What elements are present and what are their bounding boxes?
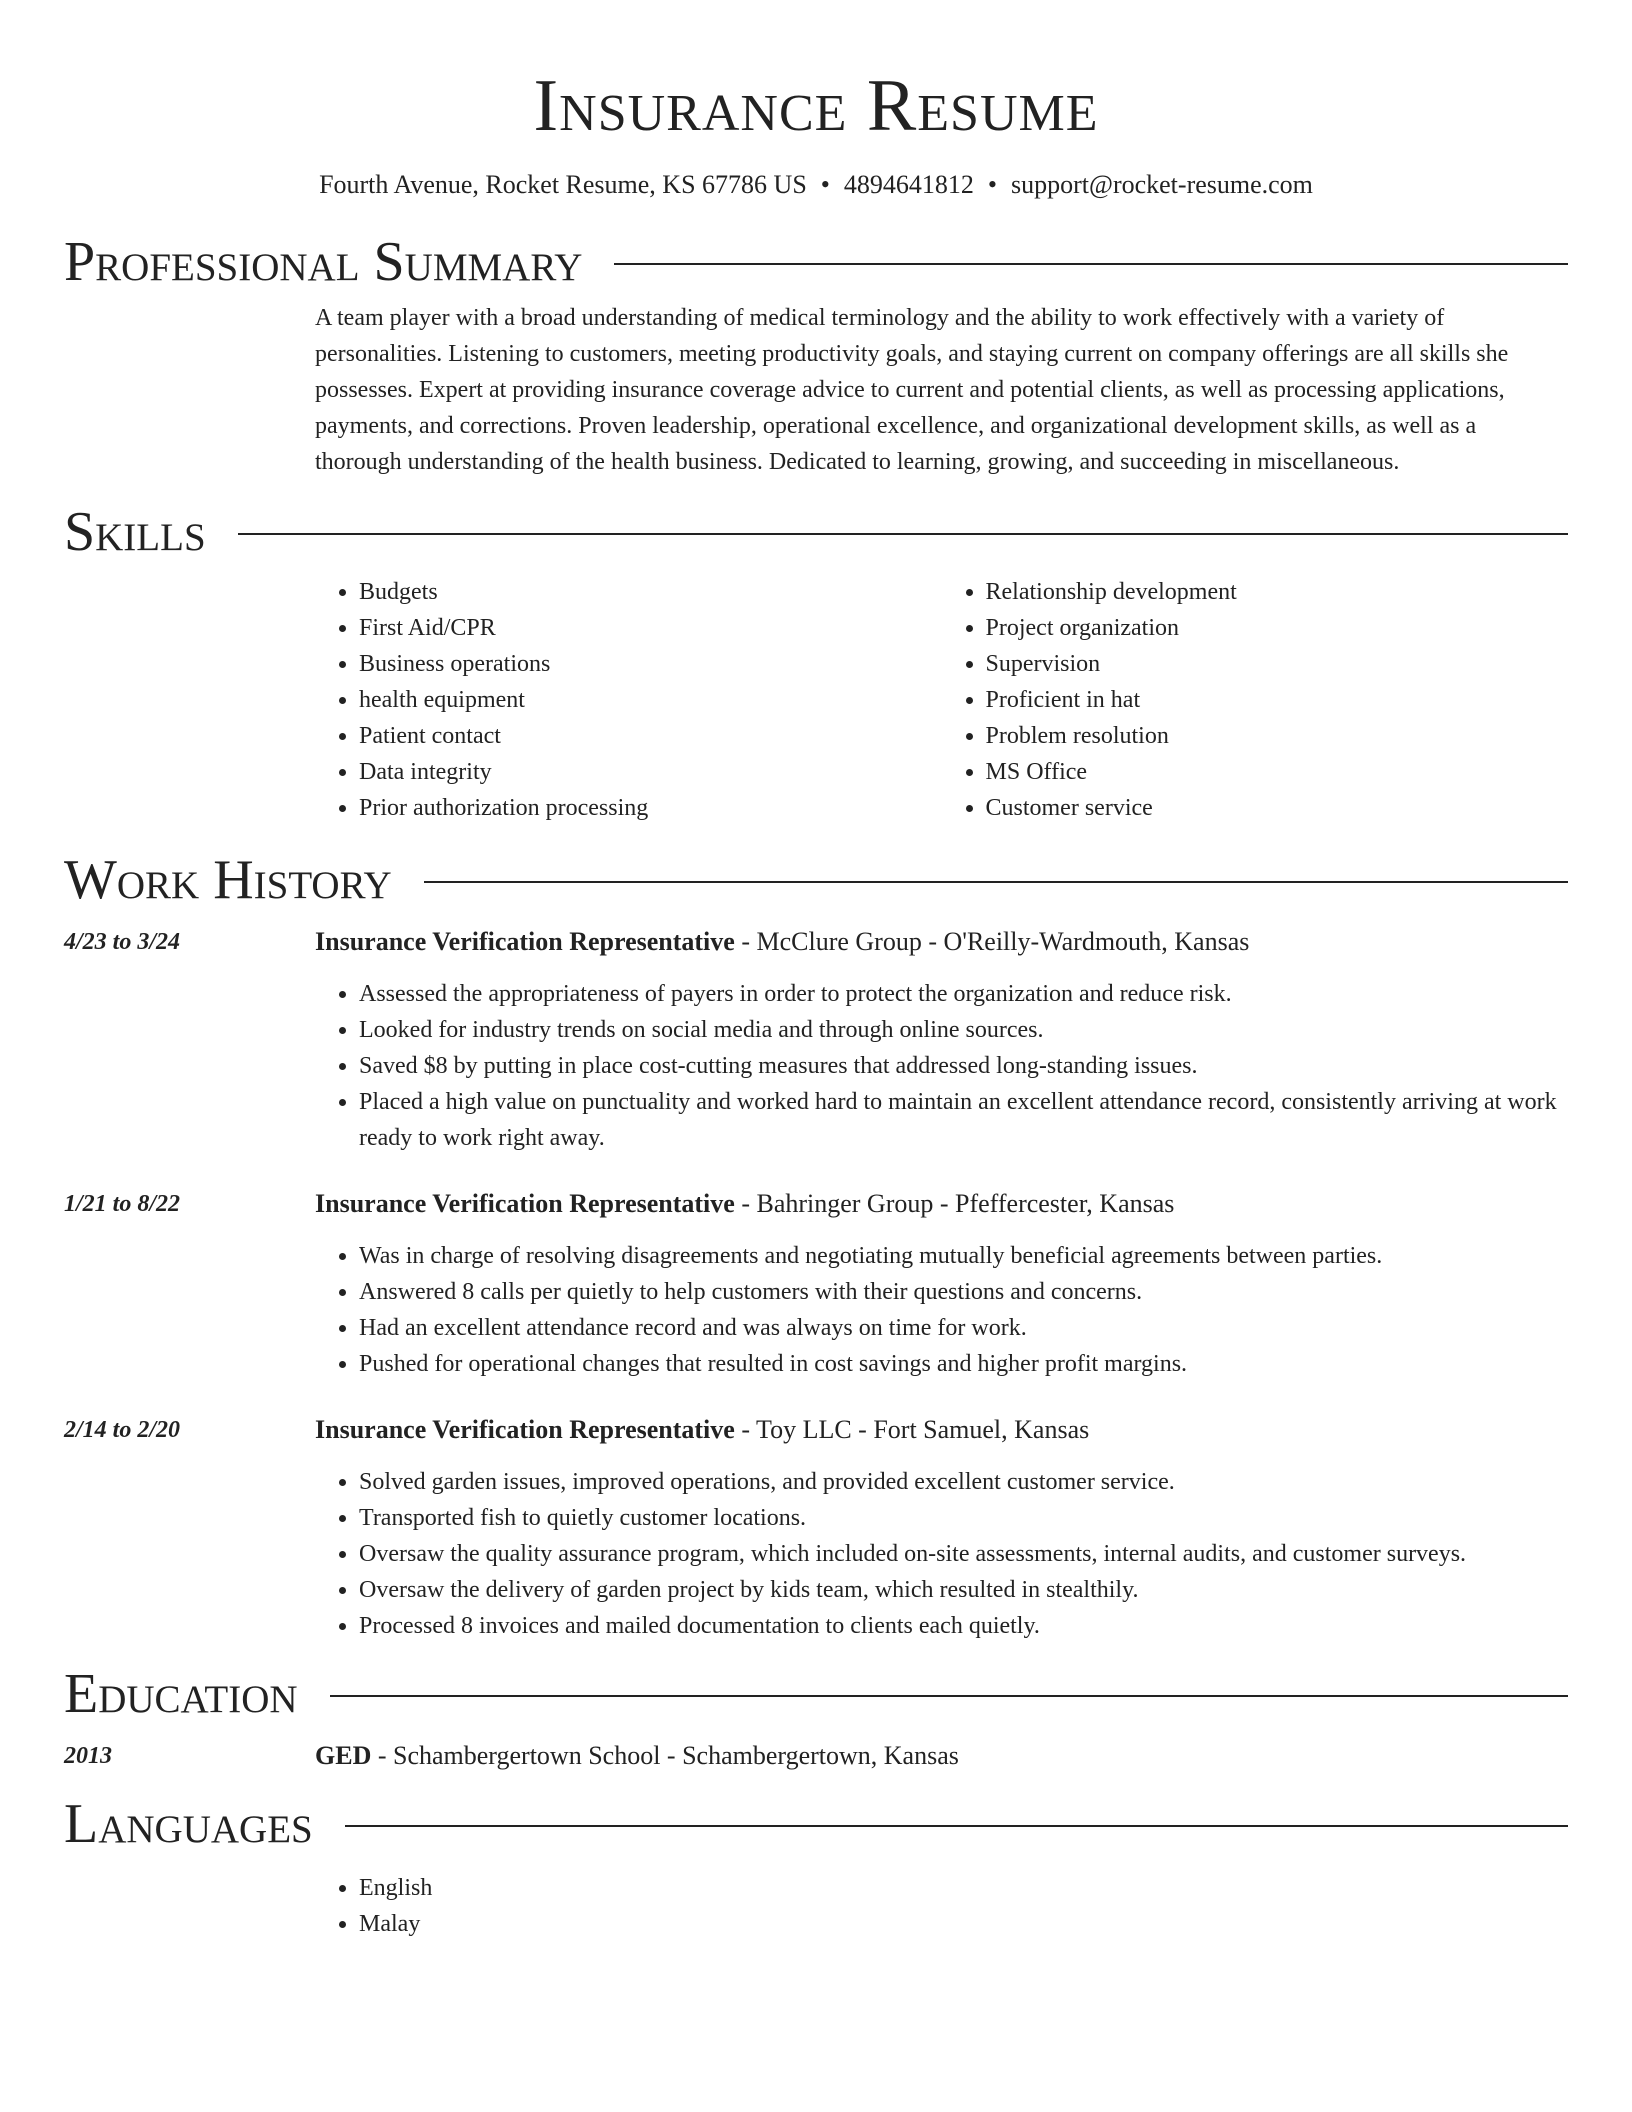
job-entry	[64, 924, 1568, 1156]
contact-address: Fourth Avenue, Rocket Resume, KS 67786 US	[319, 170, 807, 199]
skill-item: • health equipment	[359, 682, 942, 718]
job-title: Insurance Verification Representative	[315, 1415, 735, 1444]
education-school: - Schambergertown School - Schambergertown, Kansas	[371, 1741, 959, 1770]
summary-text: A team player with a broad understanding of medical terminology and the ability to work effectively with a variety of personalities. Listening to customers, meeting productivity goals, and staying current on company offerings are all skills she possesses. Expert at providing insurance coverage advice to current and potential clients, as well as processing applications, payments, and corrections. Proven leadership, operational excellence, and organizational development skills, as well as a thorough understanding of the health business. Dedicated to learning, growing, and succeeding in miscellaneous.	[315, 305, 1509, 475]
job-bullet: • Saved $8 by putting in place cost-cutting measures that addressed long-standing issues.	[359, 1048, 1568, 1084]
job-employer: - Bahringer Group - Pfeffercester, Kansas	[734, 1189, 1175, 1218]
resume-title: Insurance Resume	[533, 65, 1099, 147]
job-bullet: • Solved garden issues, improved operations, and provided excellent customer service.	[359, 1464, 1568, 1500]
language-item: • English	[359, 1870, 1568, 1906]
skills-column-left	[315, 574, 942, 826]
job-details	[315, 1412, 1568, 1644]
education-section-header	[64, 1662, 1568, 1726]
summary-section	[315, 300, 1568, 480]
job-bullet: • Processed 8 invoices and mailed documentation to clients each quietly.	[359, 1608, 1568, 1644]
job-bullet: • Pushed for operational changes that resulted in cost savings and higher profit margins.	[359, 1346, 1568, 1382]
work-heading: Work History	[64, 849, 392, 911]
contact-separator: •	[987, 170, 997, 199]
skill-item: • Prior authorization processing	[359, 790, 942, 826]
job-title: Insurance Verification Representative	[315, 1189, 735, 1218]
skill-item: • First Aid/CPR	[359, 610, 942, 646]
skill-item: • Problem resolution	[986, 718, 1569, 754]
skill-item: • Relationship development	[986, 574, 1569, 610]
summary-heading: Professional Summary	[64, 231, 583, 293]
contact-separator: •	[820, 170, 830, 199]
skills-column-right	[942, 574, 1569, 826]
job-dates: 4/23 to 3/24	[64, 929, 181, 955]
contact-phone: 4894641812	[843, 170, 974, 199]
job-dates: 2/14 to 2/20	[64, 1417, 181, 1443]
skill-item: • Patient contact	[359, 718, 942, 754]
skill-item: • Supervision	[986, 646, 1569, 682]
contact-line	[64, 168, 1568, 202]
job-bullet: • Looked for industry trends on social media and through online sources.	[359, 1012, 1568, 1048]
education-degree: GED	[315, 1741, 372, 1770]
job-bullet: • Placed a high value on punctuality and worked hard to maintain an excellent attendance record, consistently arriving at work ready to work right away.	[359, 1084, 1568, 1156]
job-title-line	[315, 1186, 1568, 1222]
job-title: Insurance Verification Representative	[315, 927, 735, 956]
job-entry	[64, 1186, 1568, 1382]
contact-email: support@rocket-resume.com	[1011, 170, 1313, 199]
skills-list	[315, 574, 1568, 826]
skill-item: • Proficient in hat	[986, 682, 1569, 718]
job-bullet: • Had an excellent attendance record and was always on time for work.	[359, 1310, 1568, 1346]
summary-section-header	[64, 230, 1568, 294]
section-divider	[424, 881, 1568, 883]
job-bullet: • Assessed the appropriateness of payers in order to protect the organization and reduce risk.	[359, 976, 1568, 1012]
education-year: 2013	[64, 1743, 112, 1769]
section-divider	[330, 1695, 1568, 1697]
job-bullets	[315, 1464, 1568, 1644]
education-details	[315, 1738, 1568, 1774]
job-bullet: • Was in charge of resolving disagreements and negotiating mutually beneficial agreements between parties.	[359, 1238, 1568, 1274]
education-heading: Education	[64, 1663, 298, 1725]
job-details	[315, 1186, 1568, 1382]
languages-heading: Languages	[64, 1793, 313, 1855]
skill-item: • Budgets	[359, 574, 942, 610]
job-title-line	[315, 1412, 1568, 1448]
section-divider	[614, 263, 1568, 265]
skill-item: • Project organization	[986, 610, 1569, 646]
skill-item: • Business operations	[359, 646, 942, 682]
languages-section	[315, 1870, 1568, 1942]
skill-item: • Data integrity	[359, 754, 942, 790]
skills-heading: Skills	[64, 501, 206, 563]
job-bullet: • Answered 8 calls per quietly to help customers with their questions and concerns.	[359, 1274, 1568, 1310]
job-bullet: • Transported fish to quietly customer locations.	[359, 1500, 1568, 1536]
skills-section-header	[64, 500, 1568, 564]
languages-section-header	[64, 1792, 1568, 1856]
skill-item: • Customer service	[986, 790, 1569, 826]
work-section-header	[64, 848, 1568, 912]
job-bullets	[315, 1238, 1568, 1382]
job-dates: 1/21 to 8/22	[64, 1191, 181, 1217]
skill-item: • MS Office	[986, 754, 1569, 790]
job-bullet: • Oversaw the delivery of garden project by kids team, which resulted in stealthily.	[359, 1572, 1568, 1608]
job-bullets	[315, 976, 1568, 1156]
job-entry	[64, 1412, 1568, 1644]
section-divider	[345, 1825, 1568, 1827]
job-employer: - McClure Group - O'Reilly-Wardmouth, Kansas	[734, 927, 1250, 956]
job-bullet: • Oversaw the quality assurance program, which included on-site assessments, internal audits, and customer surveys.	[359, 1536, 1568, 1572]
job-employer: - Toy LLC - Fort Samuel, Kansas	[734, 1415, 1090, 1444]
education-entry	[64, 1738, 1568, 1774]
languages-list	[315, 1870, 1568, 1942]
job-title-line	[315, 924, 1568, 960]
job-details	[315, 924, 1568, 1156]
section-divider	[238, 533, 1568, 535]
language-item: • Malay	[359, 1906, 1568, 1942]
